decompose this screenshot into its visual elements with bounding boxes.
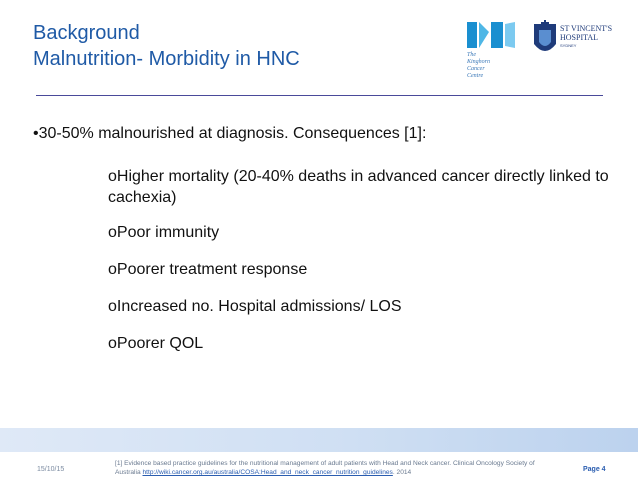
footer-reference: [115, 459, 545, 477]
sub-bullet-qol: oPoorer QOL: [108, 335, 204, 352]
reference-link[interactable]: http://wiki.cancer.org.au/australia/COSA:Head_and_neck_cancer_nutrition_guidelines: [142, 469, 393, 476]
footer-band: [0, 428, 638, 452]
svg-text:Cancer: Cancer: [467, 66, 485, 72]
lead-bullet: •30-50% malnourished at diagnosis. Consequences [1]:: [33, 125, 427, 142]
svg-text:Kinghorn: Kinghorn: [467, 59, 491, 65]
slide-body: [33, 124, 609, 352]
sub-bullet-immunity: oPoor immunity: [108, 224, 220, 241]
sub-bullet-treatment: oPoorer treatment response: [108, 261, 308, 278]
kinghorn-logo-text: The: [467, 52, 476, 58]
page-number: Page 4: [583, 466, 606, 473]
reference-text: [1] Evidence based practice guidelines for the nutritional management of adult patients with Head and Neck cancer. Clinical Oncology Society of Australia: [115, 460, 535, 476]
stv-line-1: ST VINCENT'S: [560, 24, 613, 33]
sub-bullet-list: [108, 166, 628, 370]
footer-date: 15/10/15: [37, 466, 65, 473]
reference-year: . 2014: [392, 469, 412, 476]
kinghorn-logo: [463, 18, 521, 84]
title-line-2: Malnutrition- Morbidity in HNC: [33, 48, 300, 70]
stv-line-3: SYDNEY: [560, 43, 577, 48]
slide-title: [33, 20, 300, 72]
svg-text:Centre: Centre: [467, 73, 484, 79]
title-line-1: Background: [33, 22, 140, 44]
st-vincents-logo: [530, 18, 620, 68]
sub-bullet-mortality: oHigher mortality (20-40% deaths in advanced cancer directly linked to cachexia): [108, 168, 609, 206]
sub-bullet-admissions: oIncreased no. Hospital admissions/ LOS: [108, 298, 402, 315]
title-divider: [36, 95, 603, 96]
stv-line-2: HOSPITAL: [560, 33, 599, 42]
